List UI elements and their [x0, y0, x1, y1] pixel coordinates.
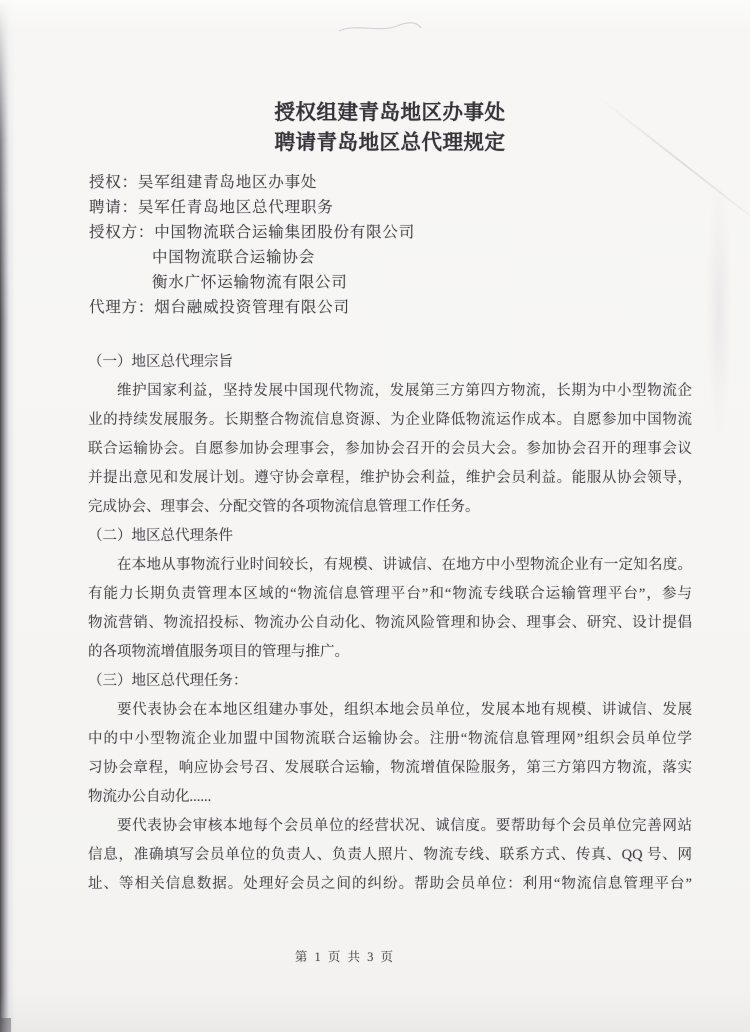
body-text-line: 完成协会、理事会、分配交管的各项物流信息管理工作任务。: [88, 499, 480, 515]
body-text-line: 物流营销、物流招投标、物流办公自动化、物流风险管理和协会、理事会、研究、设计提倡: [88, 615, 692, 631]
meta-line: 授权：吴军组建青岛地区办事处: [89, 174, 318, 191]
body-text-line: 要代表协会在本地区组建办事处，组织本地会员单位，发展本地有规模、讲诚信、发展: [117, 702, 692, 718]
body-text-line: 联合运输协会。自愿参加协会理事会，参加协会召开的会员大会。参加协会召开的理事会议: [88, 441, 692, 457]
paper-crease-right: [706, 180, 732, 440]
body-text-line: 中的中小型物流企业加盟中国物流联合运输协会。注册“物流信息管理网”组织会员单位学: [88, 731, 692, 747]
section-heading-line: （二）地区总代理条件: [88, 528, 233, 544]
body-text-line: 的各项物流增值服务项目的管理与推广。: [88, 644, 349, 660]
meta-line: 代理方：烟台融威投资管理有限公司: [89, 299, 350, 316]
document-title: [88, 98, 692, 158]
meta-line: 授权方：中国物流联合运输集团股份有限公司: [89, 224, 416, 241]
paper-bottom-shading: [0, 990, 750, 1032]
title-line-1: 授权组建青岛地区办事处: [274, 101, 506, 124]
body-text-line: 并提出意见和发展计划。遵守协会章程，维护协会利益，维护会员利益。能服从协会领导，: [88, 470, 692, 486]
title-line-2: 聘请青岛地区总代理规定: [274, 131, 506, 154]
section-heading-line: （一）地区总代理宗旨: [88, 354, 233, 370]
body-text-line: 习协会章程，响应协会号召、发展联合运输，物流增值保险服务，第三方第四方物流，落实: [88, 760, 692, 776]
scan-left-edge-shadow: [0, 0, 15, 1032]
body-text-line: 要代表协会审核本地每个会员单位的经营状况、诚信度。要帮助每个会员单位完善网站: [117, 818, 692, 834]
meta-line: 衡水广怀运输物流有限公司: [152, 274, 348, 291]
document-body-text: [88, 348, 692, 899]
body-text-line: 信息，准确填写会员单位的负责人、负责人照片、物流专线、联系方式、传真、QQ 号、网: [88, 847, 692, 863]
pencil-smudge-mark: [335, 19, 425, 37]
body-text-line: 维护国家利益，坚持发展中国现代物流，发展第三方第四方物流，长期为中小型物流企: [117, 383, 692, 399]
body-text-line: 在本地从事物流行业时间较长，有规模、讲诚信、在地方中小型物流企业有一定知名度。: [117, 557, 692, 573]
body-text-line: 物流办公自动化......: [88, 789, 212, 805]
meta-line: 中国物流联合运输协会: [152, 249, 316, 266]
body-text-line: 址、等相关信息数据。处理好会员之间的纠纷。帮助会员单位：利用“物流信息管理平台”: [88, 876, 692, 892]
body-text-line: 业的持续发展服务。长期整合物流信息资源、为企业降低物流运作成本。自愿参加中国物流: [88, 412, 692, 428]
section-heading-line: （三）地区总代理任务：: [88, 673, 248, 689]
page-number-footer: 第 1 页 共 3 页: [294, 950, 396, 964]
document-meta-block: [89, 170, 649, 320]
body-text-line: 有能力长期负责管理本区域的“物流信息管理平台”和“物流专线联合运输管理平台”，参与: [88, 586, 692, 602]
meta-line: 聘请：吴军任青岛地区总代理职务: [89, 199, 334, 216]
